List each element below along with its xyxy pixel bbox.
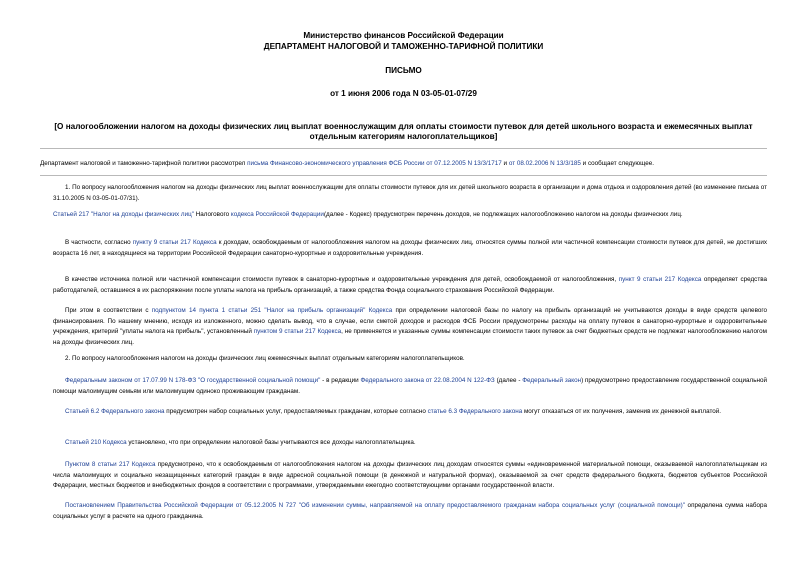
text-segment: 1. По вопросу налогообложения налогом на доходы физических лиц выплат военнослужащим для оплаты стоимости путевок для их детей школьного возраста в организации и дома отдыха и оздоровления детей (во изменение письма от 31.10.2005 N 03-05-01-07/31). [53,184,767,202]
document-subject: [О налогообложении налогом на доходы физических лиц выплат военнослужащим для оплаты стоимости путевок для детей школьного возраста и ежемесячных выплат отдельным категориям налогоплательщиков] [54,122,753,141]
text-segment: предусмотрен набор социальных услуг, предоставляемых гражданам, которые согласно [164,408,428,415]
text-segment: определена сумма набора социальных услуг в расчете на одного гражданина. [53,502,768,520]
text-segment: - в редакции [320,377,361,384]
link-federal-law-178[interactable]: Федеральным законом от 17.07.99 N 178-ФЗ "О государственной социальной помощи" [65,377,321,384]
link-article-217-item-9-b[interactable]: пункт 9 статьи 217 Кодекса [618,276,702,283]
link-article-251[interactable]: подпунктом 14 пункта 1 статьи 251 "Налог на прибыль организаций" Кодекса [151,307,393,314]
link-article-217-item-9[interactable]: пункту 9 статьи 217 Кодекса [132,239,217,246]
text-segment: В частности, согласно [65,239,133,246]
link-fsb-letter-2[interactable]: от 08.02.2006 N 13/3/185 [508,160,581,167]
link-article-210[interactable]: Статьей 210 Кодекса [65,439,127,446]
text-segment: предусмотрено, что к освобождаемым от налогообложения налогом на доходы физических лиц доходам относятся суммы «единовременной материальной помощи, оказываемой налогоплательщикам из числа малоимущих и социально незащищенных категорий граждан в виде адресной социальной помощи (в денежной и натуральной формах), оказываемой за счет средств федерального бюджета, бюджетов субъектов Российской Федерации, местных бюджетов и внебюджетных фондов в соответствии с программами, утверждаемыми ежегодно соответствующими органами государственной власти. [53,461,767,489]
text-segment: определяет средства работодателей, оставшиеся в их распоряжении после уплаты налога на прибыль организаций, а также средства Фонда социального страхования Российской Федерации. [53,276,767,294]
link-government-decree-727[interactable]: Постановлением Правительства Российской Федерации от 05.12.2005 N 727 "Об изменении суммы, направляемой на оплату предоставляемого гражданам набора социальных услуг (социальной помощи)" [65,502,686,509]
document-date-number: от 1 июня 2006 года N 03-05-01-07/29 [330,89,477,98]
paragraph-6 [53,354,767,365]
text-segment: 2. По вопросу налогообложения налогом на доходы физических лиц ежемесячных выплат отдельным категориям налогоплательщиков. [65,355,465,362]
text-segment: установлено, что при определении налоговой базы учитываются все доходы налогоплательщика. [126,439,416,446]
text-segment: и сообщает следующее. [580,160,654,167]
link-article-217-item-9-c[interactable]: пунктом 9 статьи 217 Кодекса [253,328,342,335]
document-type: ПИСЬМО [385,66,422,75]
paragraph-8 [53,407,767,418]
link-fsb-letter-1[interactable]: письма Финансово-экономического управления ФСБ России от 07.12.2005 N 13/3/1717 [247,160,502,167]
paragraph-1 [53,183,767,204]
paragraph-5 [53,306,767,348]
paragraph-4 [53,275,767,296]
link-article-217-item-8[interactable]: Пунктом 8 статьи 217 Кодекса [65,461,156,468]
text-segment: при определении налоговой базы по налогу на прибыль организаций не учитываются доходы в виде средств целевого финансирования. По нашему мнению, исходя из изложенного, можно сделать вывод, что в случае, если сметой доходов и расходов ФСБ России предусмотрены расходы на оплату путевок в санаторно-курортные и оздоровительные учреждения, критерий "уплаты налога на прибыль", установленный [53,307,768,335]
paragraph-2 [53,210,767,221]
text-segment: (далее - [494,377,523,384]
department-name: ДЕПАРТАМЕНТ НАЛОГОВОЙ И ТАМОЖЕННО-ТАРИФНОЙ ПОЛИТИКИ [263,42,544,51]
text-segment: При этом в соответствии с [65,307,152,314]
paragraph-3 [53,238,767,259]
link-federal-law[interactable]: Федеральный закон [522,377,582,384]
link-federal-law-122[interactable]: Федерального закона от 22.08.2004 N 122-ФЗ [360,377,495,384]
ministry-name: Министерство финансов Российской Федерации [303,31,504,40]
text-segment: ) предусмотрено предоставление государственной социальной помощи малоимущим семьям или малоимущим одиноко проживающим гражданам. [53,377,768,395]
paragraph-10 [53,460,767,492]
paragraph-7 [53,376,767,397]
text-segment: (далее - Кодекс) предусмотрен перечень доходов, не подлежащих налогообложению налогом на доходы физических лиц. [323,211,683,218]
link-article-217[interactable]: Статьей 217 "Налог на доходы физических лиц" [53,211,194,218]
paragraph-intro [40,159,767,170]
separator-bottom [40,175,767,176]
paragraph-9 [53,438,767,449]
separator-top [40,148,767,149]
link-article-6-2[interactable]: Статьей 6.2 Федерального закона [65,408,165,415]
paragraph-11 [53,501,767,522]
text-segment: и [501,160,509,167]
text-segment: , не применяется и указанные суммы компенсации стоимости таких путевок за счет бюджетных средств не подлежат налогообложению налогом на доходы физических лиц. [53,328,767,346]
text-segment: Департамент налоговой и таможенно-тарифной политики рассмотрел [40,160,248,167]
link-tax-code[interactable]: кодекса Российской Федерации [230,211,324,218]
text-segment: к доходам, освобождаемым от налогообложения налогом на доходы физических лиц, относятся суммы полной или частичной компенсации стоимости путевок для детей, не достигших возраста 16 лет, в находящиеся на территории Российской Федерации санаторно-курортные и оздоровительные учреждения. [53,239,767,257]
text-segment: могут отказаться от их получения, заменив их денежной выплатой. [522,408,722,415]
link-article-6-3[interactable]: статье 6.3 Федерального закона [427,408,523,415]
text-segment: Налогового [193,211,231,218]
text-segment: В качестве источника полной или частичной компенсации стоимости путевок в санаторно-курортные и оздоровительные учреждения для детей, освобождаемой от налогообложения, [65,276,619,283]
